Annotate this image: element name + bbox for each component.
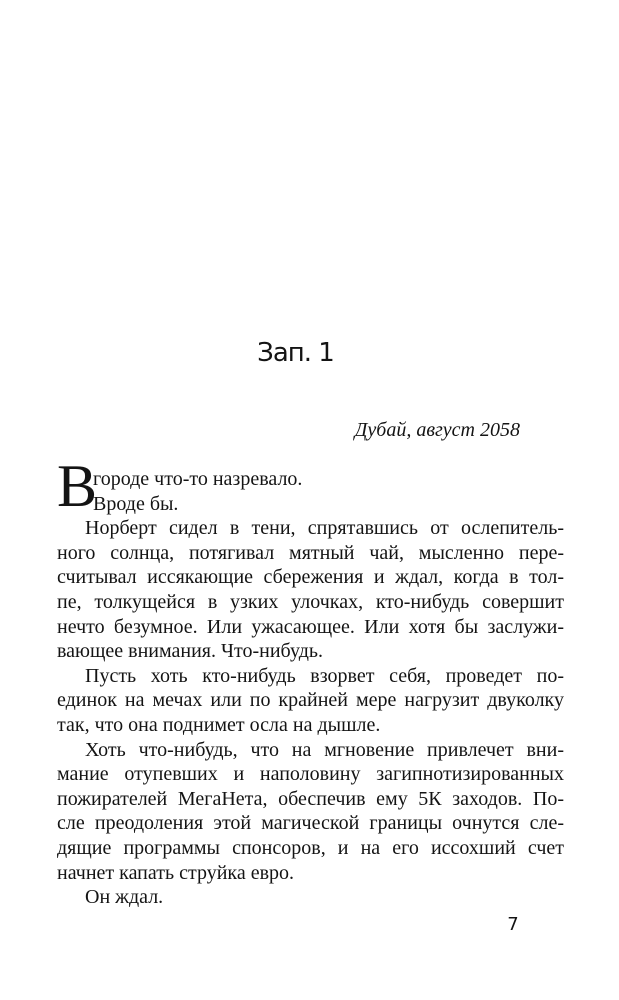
text-line: Вроде бы. [93, 492, 179, 515]
paragraph [57, 738, 564, 886]
text-line: пе, толкущейся в узких улочках, кто-нибудь совершит [57, 590, 564, 613]
text-line: Он ждал. [85, 886, 164, 909]
dateline: Дубай, август 2058 [354, 419, 520, 441]
page-number: 7 [507, 914, 519, 935]
text-line: Пусть хоть кто-нибудь взорвет себя, проведет по- [85, 664, 564, 687]
text-line: Норберт сидел в тени, спрятавшись от ослепитель- [85, 517, 564, 540]
text-line: ного солнца, потягивал мятный чай, мысленно пере- [57, 541, 564, 564]
text-line: начнет капать струйка евро. [57, 861, 295, 884]
text-line: считывал иссякающие сбережения и ждал, когда в тол- [57, 566, 564, 589]
text-line: вающее внимания. Что-нибудь. [57, 640, 323, 663]
opening-paragraph [57, 453, 564, 519]
opening-lines [57, 467, 564, 516]
drop-cap: В [57, 453, 98, 519]
text-line: Хоть что-нибудь, что на мгновение привлечет вни- [85, 738, 564, 761]
text-line: пожирателей МегаНета, обеспечив ему 5К заходов. По- [57, 787, 564, 810]
text-line: единок на мечах или по крайней мере нагрузит двуколку [57, 689, 564, 712]
paragraph [57, 516, 564, 664]
body-text [57, 453, 564, 910]
text-line: дящие программы спонсоров, и на его иссохший счет [57, 836, 564, 859]
text-line: городе что-то назревало. [93, 468, 303, 490]
text-line: нечто безумное. Или ужасающее. Или хотя бы заслужи- [57, 615, 564, 638]
paragraphs [57, 516, 564, 910]
paragraph [57, 885, 564, 910]
chapter-heading: Зап. 1 [257, 338, 334, 368]
text-line: так, что она поднимет осла на дышле. [57, 713, 381, 736]
text-line: сле преодоления этой магической границы очнутся сле- [57, 812, 564, 835]
text-line: мание отупевших и наполовину загипнотизированных [57, 763, 564, 786]
paragraph [57, 664, 564, 738]
